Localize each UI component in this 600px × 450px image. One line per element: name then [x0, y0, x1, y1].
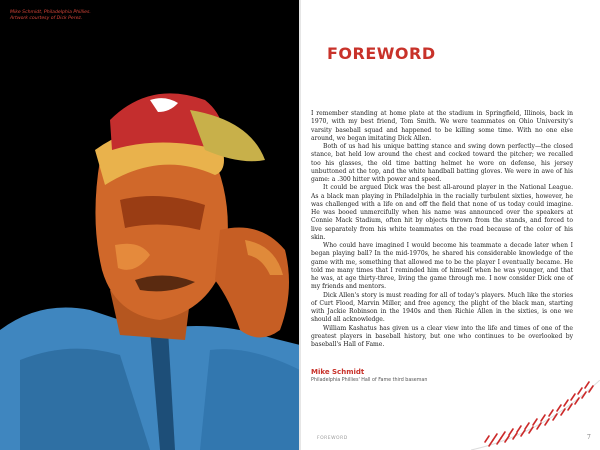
signature-name: Mike Schmidt	[311, 368, 365, 376]
paragraph: Both of us had his unique batting stance and swing down perfectly—the closed stance, bat held low around the chest and cocked toward the pitcher; we recalled too his glasses, the old time batting helmet he wore on defense, his jersey unbuttoned at the top, and the white handball batting gloves. We were in awe of his game: a .300 hitter with power and speed.	[311, 143, 573, 183]
paragraph: Who could have imagined I would become his teammate a decade later when I began playing ball? In the mid-1970s, he shared his considerable knowledge of the game with me, something that allowed me to be the player I eventually became. He told me many times that I reminded him of himself when he was younger, and that he was, at age thirty-three, living the game through me. I now consider Dick one of my friends and mentors.	[311, 242, 573, 291]
paragraph: I remember standing at home plate at the stadium in Springfield, Illinois, back in 1970, with my best friend, Tom Smith. We were teammates on Ohio University's varsity baseball squad and happened to be killing some time. With no one else around, we began imitating Dick Allen.	[311, 110, 573, 142]
running-footer: FOREWORD	[317, 436, 348, 441]
image-caption: Mike Schmidt, Philadelphia Phillies. Artwork courtesy of Dick Perez.	[10, 10, 91, 21]
right-page	[301, 0, 600, 450]
paragraph: William Kashatus has given us a clear view into the life and times of one of the greatest players in baseball history, but one who continues to be overlooked by baseball's Hall of Fame.	[311, 324, 573, 348]
signature-title: Philadelphia Phillies' Hall of Fame third baseman	[311, 378, 428, 383]
paragraph: It could be argued Dick was the best all-around player in the National League. As a black man playing in Philadelphia in the racially turbulent sixties, however, he was challenged with a life on and off the field that none of us today could imagine. He was booed unmercifully when his name was announced over the speakers at Connie Mack Stadium, often hit by objects thrown from the stands, and forced to live separately from his white teammates on the road because of the color of his skin.	[311, 184, 573, 241]
page-number: 7	[587, 434, 591, 441]
paragraph: Dick Allen's story is must reading for all of today's players. Much like the stories of Curt Flood, Marvin Miller, and free agency, the plight of the black man, starting with Jackie Robinson in the 1940s and then Richie Allen in the sixties, is one we should all acknowledge.	[311, 291, 573, 324]
chapter-title: FOREWORD	[327, 44, 436, 63]
foreword-body	[311, 110, 573, 349]
baseball-stitches-decoration	[471, 380, 600, 450]
